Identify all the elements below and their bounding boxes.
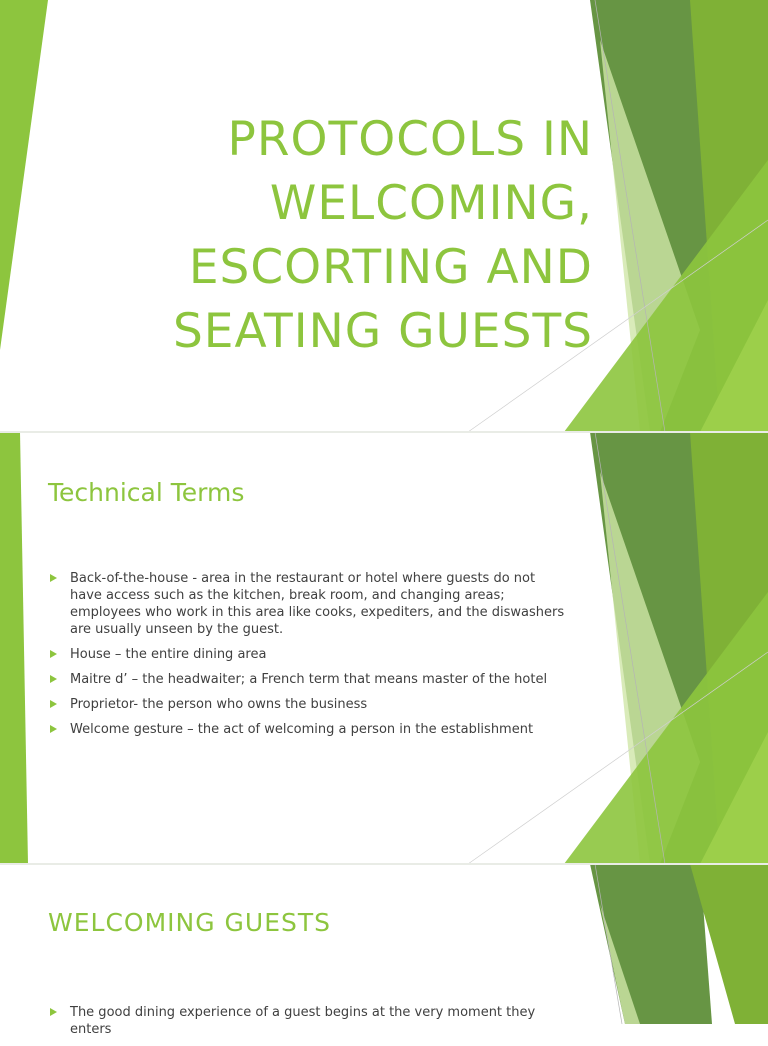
triangle-bullet-icon [50,700,57,708]
list-item-text: The good dining experience of a guest begins at the very moment they enters [70,1005,536,1037]
list-item [48,570,568,638]
slide-heading: Technical Terms [48,478,245,507]
bullet-list [48,1004,568,1046]
slide-technical-terms [0,432,768,864]
slide-separator [0,431,768,433]
title-line: ESCORTING AND [188,240,593,295]
list-item [48,646,568,663]
slide-heading: WELCOMING GUESTS [48,908,332,937]
triangle-bullet-icon [50,725,57,733]
triangle-bullet-icon [50,675,57,683]
bullet-list [48,570,568,746]
title-line: PROTOCOLS IN [227,112,593,167]
title-line: WELCOMING, [269,176,593,231]
presentation-title [173,108,593,364]
list-item [48,1004,568,1038]
slide-decoration [0,864,768,1024]
slide-title [0,0,768,432]
triangle-bullet-icon [50,574,57,582]
slide-welcoming-guests [0,864,768,1037]
triangle-bullet-icon [50,1008,57,1016]
list-item-text: Welcome gesture – the act of welcoming a person in the establishment [70,722,534,737]
list-item-text: Maitre d’ – the headwaiter; a French term that means master of the hotel [70,672,548,687]
triangle-bullet-icon [50,650,57,658]
title-line: SEATING GUESTS [172,304,593,359]
list-item [48,696,568,713]
list-item-text: Proprietor- the person who owns the business [70,697,368,712]
list-item [48,671,568,688]
list-item [48,721,568,738]
left-accent-stripe [0,0,48,350]
slide-separator [0,863,768,865]
left-accent-stripe [0,432,28,864]
list-item-text: House – the entire dining area [70,647,267,662]
list-item-text: Back-of-the-house - area in the restaurant or hotel where guests do not have access such as the kitchen, break room, and changing areas; employees who work in this area like cooks, expediters, and the diswashers are usually unseen by the guest. [70,571,565,637]
